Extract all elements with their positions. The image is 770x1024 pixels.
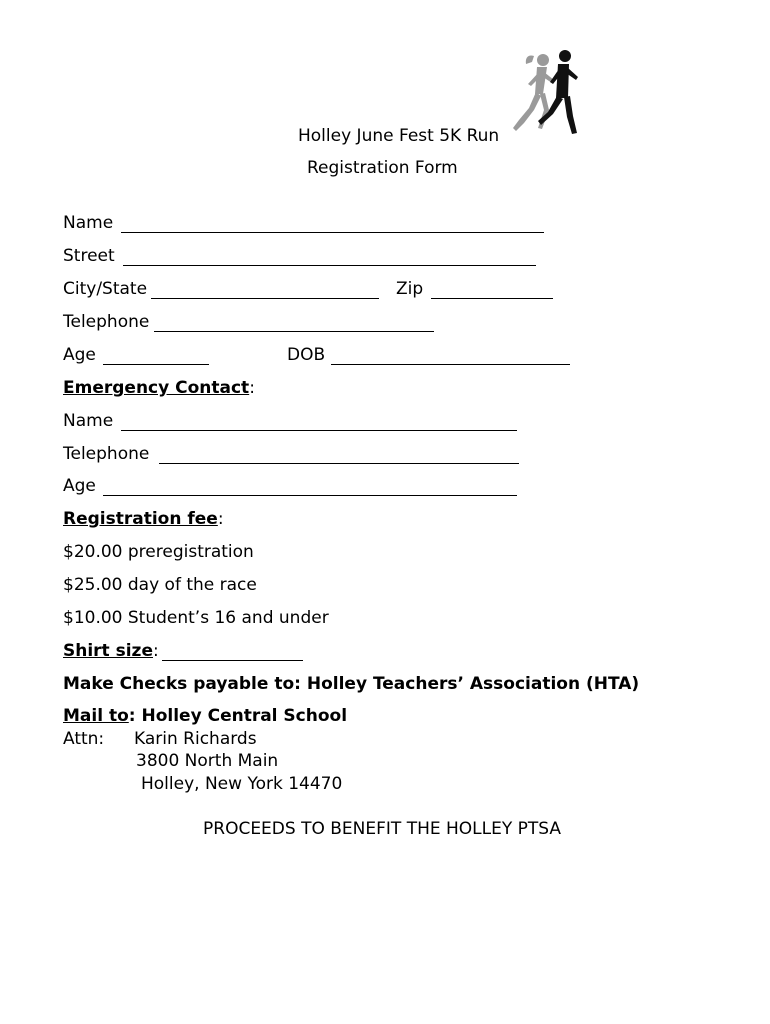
street-label: Street — [63, 246, 115, 266]
shirt-size-field[interactable] — [162, 660, 303, 661]
emergency-contact-colon: : — [249, 378, 255, 398]
fee-item-race-day: $25.00 day of the race — [63, 575, 257, 595]
address-line-1: 3800 North Main — [136, 751, 279, 771]
emergency-contact-heading — [63, 380, 255, 397]
telephone-label: Telephone — [63, 312, 150, 332]
emergency-telephone-field[interactable] — [159, 463, 519, 464]
registration-fee-colon: : — [217, 509, 224, 529]
street-field[interactable] — [123, 265, 536, 266]
checks-payable-text: Make Checks payable to: Holley Teachers’ Association (HTA) — [63, 674, 640, 694]
name-label: Name — [63, 213, 114, 233]
form-title: Holley June Fest 5K Run — [298, 126, 500, 146]
registration-fee-heading — [63, 511, 224, 528]
fee-item-preregistration: $20.00 preregistration — [63, 542, 254, 562]
mail-to-label: Mail to — [63, 706, 129, 726]
telephone-field[interactable] — [154, 331, 434, 332]
name-field[interactable] — [121, 232, 544, 233]
city-state-label: City/State — [63, 279, 148, 299]
proceeds-text: PROCEEDS TO BENEFIT THE HOLLEY PTSA — [203, 819, 562, 839]
mail-to-line — [63, 708, 347, 725]
zip-label: Zip — [396, 279, 424, 299]
registration-fee-heading-text: Registration fee — [63, 509, 218, 529]
dob-label: DOB — [287, 345, 326, 365]
emergency-telephone-label: Telephone — [63, 444, 150, 464]
address-line-2: Holley, New York 14470 — [141, 774, 343, 794]
age-field[interactable] — [103, 364, 209, 365]
zip-field[interactable] — [431, 298, 553, 299]
fee-item-student: $10.00 Student’s 16 and under — [63, 608, 329, 628]
shirt-size-heading-text: Shirt size — [63, 641, 153, 661]
form-subtitle: Registration Form — [307, 158, 458, 178]
emergency-contact-heading-text: Emergency Contact — [63, 378, 250, 398]
shirt-size-colon: : — [152, 641, 159, 661]
emergency-age-field[interactable] — [103, 495, 517, 496]
mail-to-value: : Holley Central School — [128, 706, 348, 726]
dob-field[interactable] — [331, 364, 570, 365]
attn-name: Karin Richards — [134, 729, 257, 749]
attn-label: Attn: — [63, 729, 105, 749]
age-label: Age — [63, 345, 96, 365]
shirt-size-heading — [63, 643, 159, 660]
runners-silhouette-icon — [510, 48, 582, 140]
emergency-name-label: Name — [63, 411, 114, 431]
emergency-age-label: Age — [63, 476, 96, 496]
emergency-name-field[interactable] — [121, 430, 517, 431]
city-state-field[interactable] — [151, 298, 379, 299]
